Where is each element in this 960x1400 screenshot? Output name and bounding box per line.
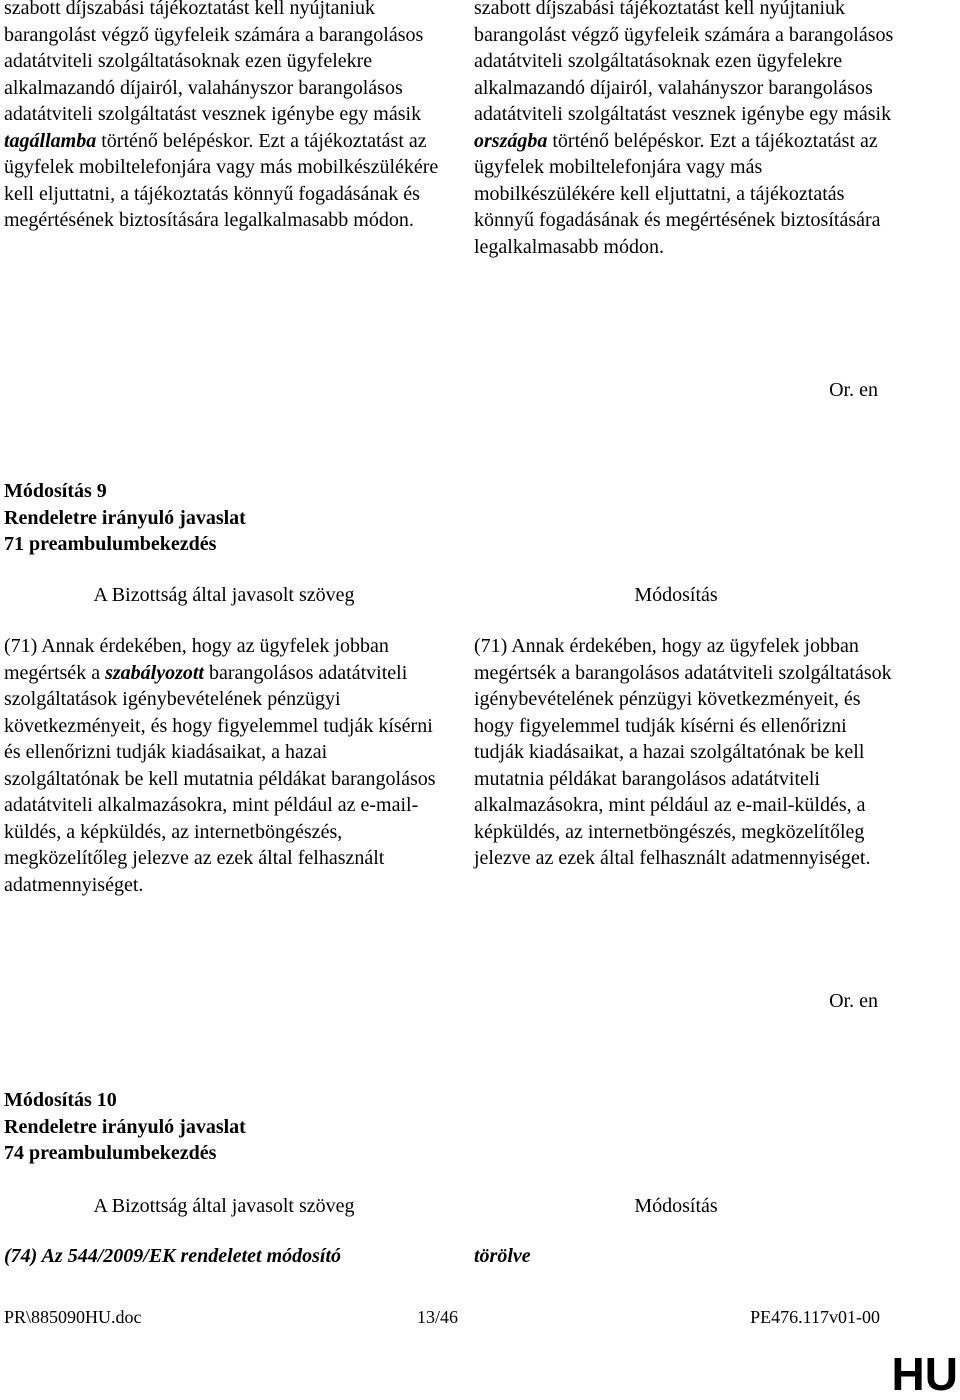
recital-title: 74 preambulumbekezdés xyxy=(4,1142,217,1164)
amendment-10-left-column xyxy=(4,1243,444,1270)
original-language-note: Or. en xyxy=(829,990,878,1012)
emphasis-text: szabályozott xyxy=(105,661,204,684)
amendment-10-header xyxy=(4,1087,246,1167)
amendment-10-deleted-text: törölve xyxy=(474,1245,531,1267)
top-right-paragraph xyxy=(474,0,894,260)
amendment-header: Módosítás xyxy=(634,584,718,606)
amendment-title: Módosítás 9 xyxy=(4,480,107,502)
top-left-paragraph xyxy=(4,0,444,234)
amendment-10-commission-text: (74) Az 544/2009/EK rendeletet módosító xyxy=(4,1245,342,1267)
language-badge: HU xyxy=(891,1348,958,1400)
amendment-9-header xyxy=(4,478,246,558)
original-language-note: Or. en xyxy=(829,379,878,401)
pe-reference: PE476.117v01-00 xyxy=(750,1307,880,1327)
amendment-10-right-column xyxy=(474,1243,894,1270)
text-run: történő belépéskor. Ezt a tájékoztatást az ügyfelek mobiltelefonjára vagy más mobilkészülékére kell eljuttatni, a tájékoztatás könnyű fogadásának és megértésének biztosítására legalkalmasabb módon. xyxy=(4,129,439,231)
top-right-column xyxy=(474,0,894,260)
amendment-header: Módosítás xyxy=(634,1195,718,1217)
document-reference: PR\885090HU.doc xyxy=(4,1307,142,1327)
text-run: barangolásos adatátviteli szolgáltatások igénybevételének pénzügyi következményeit, és hogy figyelemmel tudják kísérni és ellenőrizni tudják kiadásaikat, a hazai szolgáltatónak be kell mutatnia példákat barangolásos adatátviteli alkalmazásokra, mint például az e-mail-küldés, a képküldés, az internetböngészés, megközelítőleg jelezve az ezek által felhasznált adatmennyiséget. xyxy=(4,661,436,896)
text-run: történő belépéskor. Ezt a tájékoztatást az ügyfelek mobiltelefonjára vagy más mobilkészülékére kell eljuttatni, a tájékoztatás könnyű fogadásának és megértésének biztosítására legalkalmasabb módon. xyxy=(474,129,881,258)
text-run: (71) Annak érdekében, hogy az ügyfelek jobban megértsék a xyxy=(4,635,389,684)
text-run: szabott díjszabási tájékoztatást kell nyújtaniuk barangolást végző ügyfeleik számára a barangolásos adatátviteli szolgáltatásoknak ezen ügyfelekre alkalmazandó díjairól, valahányszor barangolásos adatátviteli szolgáltatást vesznek igénybe egy másik xyxy=(474,0,894,125)
amendment-title: Módosítás 10 xyxy=(4,1089,117,1111)
commission-text-header: A Bizottság által javasolt szöveg xyxy=(93,584,355,606)
page-footer xyxy=(4,1304,880,1330)
emphasis-text: tagállamba xyxy=(4,129,97,152)
amendment-9-left-column xyxy=(4,633,444,898)
proposal-title: Rendeletre irányuló javaslat xyxy=(4,1115,246,1138)
page-number: 13/46 xyxy=(417,1307,459,1327)
text-run: szabott díjszabási tájékoztatást kell nyújtaniuk barangolást végző ügyfeleik számára a barangolásos adatátviteli szolgáltatásoknak ezen ügyfelekre alkalmazandó díjairól, valahányszor barangolásos adatátviteli szolgáltatást vesznek igénybe egy másik xyxy=(4,0,424,125)
amendment-9-right-column xyxy=(474,633,894,872)
amendment-9-commission-text xyxy=(4,633,444,898)
top-left-column xyxy=(4,0,444,234)
emphasis-text: országba xyxy=(474,129,548,152)
amendment-9-amended-text: (71) Annak érdekében, hogy az ügyfelek jobban megértsék a barangolásos adatátviteli szolgáltatások igénybevételének pénzügyi következményeit, és hogy figyelemmel tudják kísérni és ellenőrizni tudják kiadásaikat, a hazai szolgáltatónak be kell mutatnia példákat barangolásos adatátviteli alkalmazásokra, mint például az e-mail-küldés, a képküldés, az internetböngészés, megközelítőleg jelezve az ezek által felhasznált adatmennyiséget. xyxy=(474,635,892,869)
commission-text-header: A Bizottság által javasolt szöveg xyxy=(93,1195,355,1217)
recital-title: 71 preambulumbekezdés xyxy=(4,533,217,555)
proposal-title: Rendeletre irányuló javaslat xyxy=(4,506,246,529)
